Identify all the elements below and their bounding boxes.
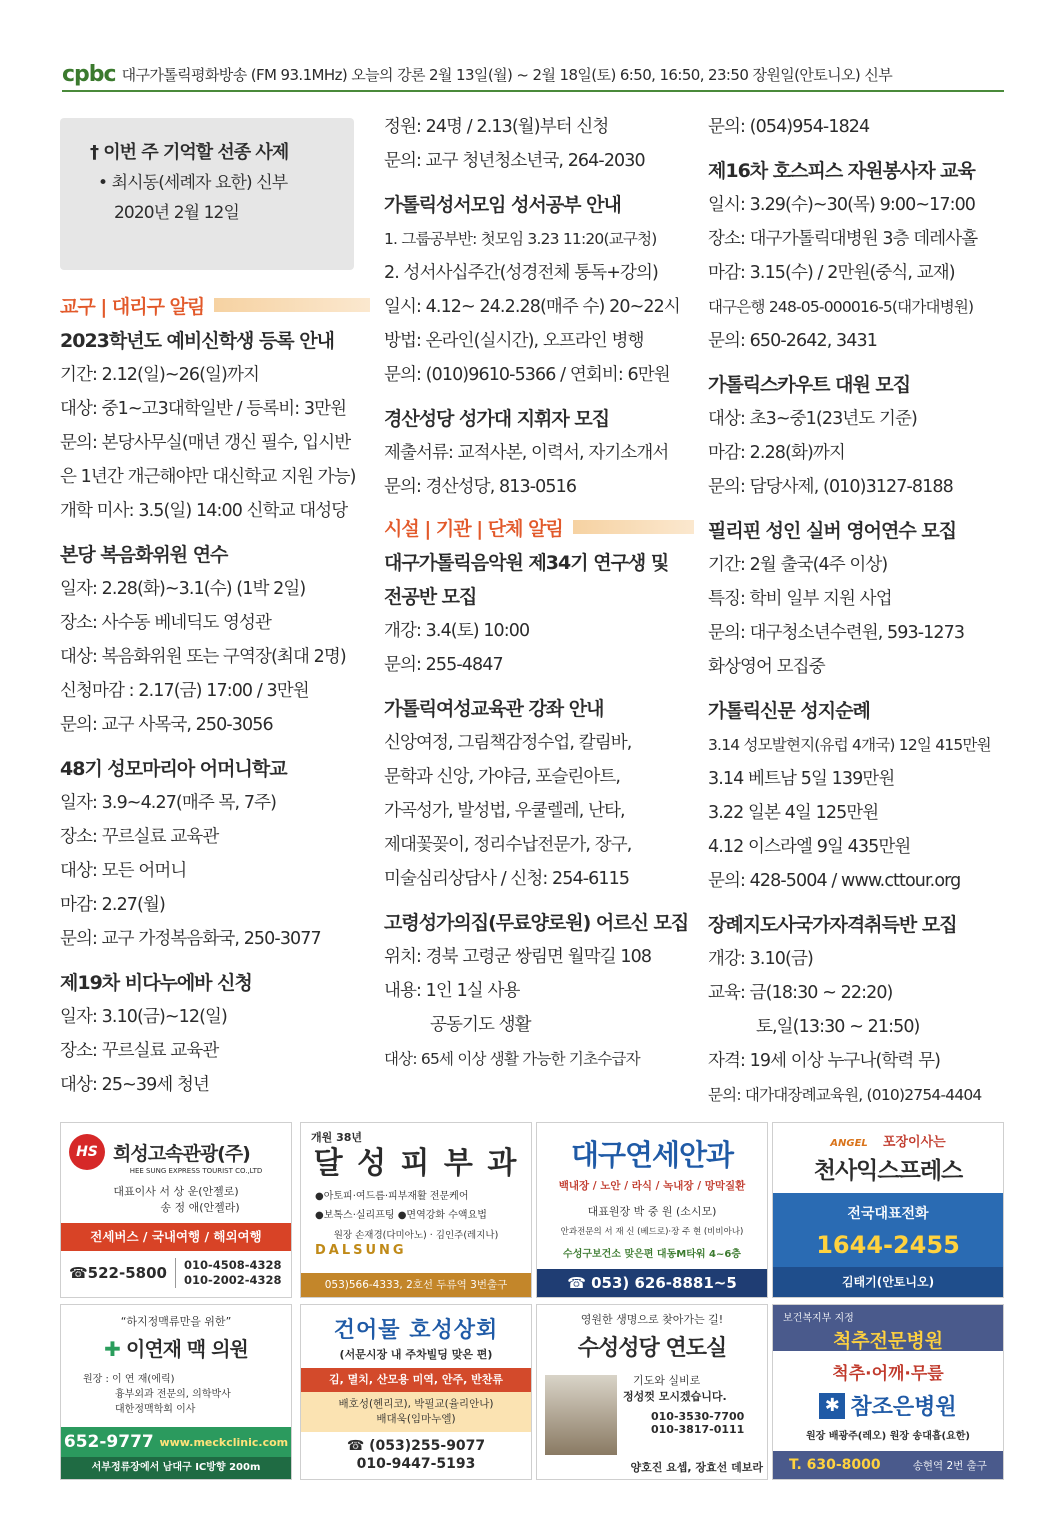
notice-line: 일자: 3.9~4.27(매주 목, 7주) — [60, 793, 277, 813]
ad-mobile: 010-3817-0111 — [651, 1423, 745, 1436]
broadcast-info: 대구가톨릭평화방송 (FM 93.1MHz) 오늘의 강론 2월 13일(월) ~ 2월 18일(토) 6:50, 16:50, 23:50 장원일(안토니오) 신부 — [121, 65, 893, 84]
notice-line: 대상: 초3~중1(23년도 기준) — [708, 409, 917, 429]
notice-line: 내용: 1인 1실 사용 — [384, 981, 520, 1001]
memorial-title: † 이번 주 기억할 선종 사제 — [90, 142, 289, 163]
ad-company-name: 희성고속관광(주) — [113, 1142, 250, 1165]
ad-hoseong-store — [300, 1304, 532, 1480]
notice-title: 가톨릭신문 성지순례 — [708, 700, 870, 722]
notice-title: 제19차 비다누에바 신청 — [60, 972, 252, 994]
notice-line: 문의: (054)954-1824 — [708, 117, 870, 137]
notice-line: 문의: 경산성당, 813-0516 — [384, 477, 577, 497]
notice-line: 방법: 온라인(실시간), 오프라인 병행 — [384, 331, 644, 351]
notice-line: 일시: 4.12~ 24.2.28(매주 수) 20~22시 — [384, 297, 680, 317]
ad-brand: DALSUNG — [315, 1243, 407, 1258]
ad-line: 대표원장 박 중 원 (소시모) — [587, 1205, 717, 1218]
notice-line: 문의: 교구 가정복음화국, 250-3077 — [60, 929, 321, 949]
notice-title: 대구가톨릭음악원 제34기 연구생 및 — [384, 552, 669, 574]
notice-title: 장례지도사국가자격취득반 모집 — [708, 914, 957, 936]
column-1 — [60, 110, 370, 1102]
notice-line: 문의: 428-5004 / www.cttour.org — [708, 871, 961, 891]
ad-band-label: 전국대표전화 — [847, 1206, 929, 1222]
notice-line: 마감: 3.15(수) / 2만원(중식, 교재) — [708, 263, 955, 283]
column-2 — [384, 110, 694, 1076]
ad-clinic-name: 대구연세안과 — [570, 1138, 734, 1172]
ad-phone: ☎ (053)255-9077 — [346, 1438, 486, 1454]
memorial-date: 2020년 2월 12일 — [114, 203, 239, 223]
notice-line: 일자: 2.28(화)~3.1(수) (1박 2일) — [60, 579, 306, 599]
notice-line: 문의: (010)9610-5366 / 연회비: 6만원 — [384, 365, 670, 385]
notice-line: 문의: 교구 청년청소년국, 264-2030 — [384, 151, 645, 171]
notice-line: 가곡성가, 발성법, 우쿨렐레, 난타, — [384, 801, 625, 821]
ad-line: ●보톡스·실리프팅 ●면역강화 수액요법 — [315, 1210, 487, 1221]
notice-line: 2. 성서사십주간(성경전체 통독+강의) — [384, 263, 658, 283]
notice-line: 장소: 대구가톨릭대병원 3층 데레사홀 — [708, 229, 978, 249]
ad-rep: 송 정 애(안젤라) — [160, 1201, 240, 1214]
notice-line: 토,일(13:30 ~ 21:50) — [756, 1017, 920, 1037]
section-label: 교구 | 대리구 알림 — [60, 295, 205, 318]
ad-location: 송현역 2번 출구 — [912, 1459, 987, 1472]
ad-store-name: 건어물 호성상회 — [333, 1318, 499, 1343]
section-header-diocese — [60, 290, 370, 320]
notice-line: 장소: 꾸르실료 교육관 — [60, 1041, 219, 1061]
notice-title: 48기 성모마리아 어머니학교 — [60, 758, 287, 780]
ad-rep: 대표이사 서 상 운(안젤로) — [113, 1185, 239, 1198]
ad-band: 김, 멸치, 산모용 미역, 안주, 반찬류 — [301, 1368, 531, 1392]
ad-line: 원장 : 이 연 재(에릭) — [83, 1374, 175, 1385]
notice-line: 마감: 2.28(화)까지 — [708, 443, 845, 463]
ad-line: 안과전문의 서 재 신 (베드로)·장 주 현 (비비아나) — [560, 1227, 744, 1237]
notice-title: 가톨릭스카우트 대원 모집 — [708, 374, 911, 396]
notice-line: 개강: 3.10(금) — [708, 949, 813, 969]
ad-line: 원장 손재경(다미아노) · 김인주(레지나) — [333, 1230, 499, 1241]
angel-logo-icon: ANGEL — [830, 1138, 868, 1149]
notice-line: 장소: 사수동 베네딕도 영성관 — [60, 613, 272, 633]
ad-mobile: 010-9447-5193 — [356, 1456, 476, 1472]
ad-top-label: 보건복지부 지정 — [783, 1313, 854, 1324]
ad-line: 기도와 실비로 — [633, 1374, 701, 1387]
ad-location: 서부정류장에서 남대구 IC방향 200m — [61, 1457, 291, 1479]
ad-line: 배호성(헨리코), 박필교(율리안나) — [338, 1398, 494, 1410]
notice-title: 경산성당 성가대 지휘자 모집 — [384, 408, 610, 430]
notice-title: 제16차 호스피스 자원봉사자 교육 — [708, 160, 975, 182]
notice-line: 3.14 성모발현지(유럽 4개국) 12일 415만원 — [708, 736, 991, 754]
section-bar — [573, 520, 694, 534]
notice-line: 기간: 2.12(일)~26(일)까지 — [60, 365, 259, 385]
ad-suseong-yeondosil — [536, 1304, 768, 1480]
notice-line: 은 1년간 개근해야만 대신학교 지원 가능) — [60, 467, 356, 487]
notice-line: 문의: 담당사제, (010)3127-8188 — [708, 477, 953, 497]
notice-line: 문학과 신앙, 가야금, 포슬린아트, — [384, 767, 621, 787]
ad-meck-clinic — [60, 1304, 292, 1480]
notice-line: 신청마감 : 2.17(금) 17:00 / 3만원 — [60, 681, 309, 701]
notice-line: 대상: 25~39세 청년 — [60, 1075, 210, 1095]
notice-line: 화상영어 모집중 — [708, 657, 825, 677]
ad-phone: ☎ 053) 626-8881~5 — [537, 1269, 767, 1297]
ad-hospital-type: 척추전문병원 — [832, 1330, 944, 1352]
ad-phone: T. 630-8000 — [789, 1457, 881, 1473]
ad-phone: 1644-2455 — [816, 1231, 960, 1259]
notice-line: 제출서류: 교적사본, 이력서, 자기소개서 — [384, 443, 669, 463]
notice-line: 1. 그룹공부반: 첫모임 3.23 11:20(교구청) — [384, 230, 657, 248]
ad-dalsung-derm — [300, 1122, 532, 1298]
notice-title-cont: 전공반 모집 — [384, 586, 477, 608]
section-bar — [214, 298, 370, 312]
ad-website: www.meckclinic.com — [159, 1435, 289, 1449]
ad-place-name: 수성성당 연도실 — [577, 1336, 727, 1361]
ad-services: 척추·어깨·무릎 — [832, 1364, 944, 1384]
cpbc-logo: cpbc — [62, 61, 116, 87]
column-3 — [708, 110, 1018, 1112]
notice-line: 신앙여정, 그림책감정수업, 칼림바, — [384, 733, 632, 753]
notice-line: 장소: 꾸르실료 교육관 — [60, 827, 219, 847]
section-label: 시설 | 기관 | 단체 알림 — [384, 517, 563, 540]
notice-title: 가톨릭여성교육관 강좌 안내 — [384, 698, 604, 720]
notice-line: 기간: 2월 출국(4주 이상) — [708, 555, 888, 575]
ad-top-label: “하지정맥류만을 위한” — [120, 1315, 232, 1328]
ad-heesung-tour — [60, 1122, 292, 1298]
notice-line: 대상: 중1~고3대학일반 / 등록비: 3만원 — [60, 399, 347, 419]
notice-line: 마감: 2.27(월) — [60, 895, 165, 915]
notice-line: 위치: 경북 고령군 쌍림면 월막길 108 — [384, 947, 652, 967]
notice-title: 2023학년도 예비신학생 등록 안내 — [60, 330, 334, 352]
notice-line: 대구은행 248-05-000016-5(대가대병원) — [708, 298, 974, 316]
memorial-box — [60, 118, 354, 270]
notice-title: 가톨릭성서모임 성서공부 안내 — [384, 194, 621, 216]
ad-phone: 652-9777 — [63, 1432, 154, 1452]
ad-line: 원장 배광주(레오) 원장 송대흡(요한) — [806, 1431, 970, 1442]
ad-line: 배대욱(임마누엘) — [376, 1413, 456, 1425]
notice-line: 문의: 본당사무실(매년 갱신 필수, 입시반 — [60, 433, 351, 453]
hospital-logo-icon: ✱ — [819, 1393, 845, 1419]
notice-line: 대상: 65세 이상 생활 가능한 기초수급자 — [384, 1050, 640, 1068]
ad-line: ●아토피·여드름·피부재활 전문케어 — [315, 1191, 469, 1202]
ad-yonsei-eye — [536, 1122, 768, 1298]
hs-logo-icon: HS — [69, 1134, 105, 1170]
notice-line: 제대꽃꽂이, 정리수납전문가, 장구, — [384, 835, 632, 855]
notice-line: 문의: 대구청소년수련원, 593-1273 — [708, 623, 965, 643]
section-header-facility — [384, 512, 694, 542]
notice-line: 정원: 24명 / 2.13(월)부터 신청 — [384, 117, 609, 137]
notice-line: 자격: 19세 이상 누구나(학력 무) — [708, 1051, 941, 1071]
ad-clinic-name: 달 성 피 부 과 — [313, 1146, 519, 1181]
memorial-priest: • 최시동(세례자 요한) 신부 — [98, 173, 288, 193]
ad-phone: ☎522-5800 — [69, 1264, 167, 1282]
notice-line: 대상: 모든 어머니 — [60, 861, 187, 881]
notice-line: 공동기도 생활 — [430, 1015, 531, 1035]
statue-image — [545, 1375, 617, 1455]
ad-mobile: 010-3530-7700 — [651, 1410, 745, 1423]
ad-line: 정성껏 모시겠습니다. — [623, 1390, 727, 1403]
ad-contact-person: 양호진 요셉, 장효선 데보라 — [630, 1461, 763, 1474]
ad-services: 백내장 / 노안 / 라식 / 녹내장 / 망막질환 — [558, 1180, 746, 1192]
ad-top-label: 개원 38년 — [311, 1131, 363, 1144]
notice-line: 개학 미사: 3.5(일) 14:00 신학교 대성당 — [60, 501, 348, 521]
notice-line: 대상: 복음화위원 또는 구역장(최대 2명) — [60, 647, 346, 667]
ad-top-label: 영원한 생명으로 찾아가는 길! — [580, 1313, 724, 1326]
ad-company-name: 천사익스프레스 — [813, 1158, 963, 1184]
notice-line: 3.14 베트남 5일 139만원 — [708, 769, 895, 789]
cross-icon: ✚ — [104, 1337, 121, 1361]
notice-line: 미술심리상담사 / 신청: 254-6115 — [384, 869, 630, 889]
notice-title: 필리핀 성인 실버 영어연수 모집 — [708, 520, 957, 542]
notice-line: 특징: 학비 일부 지원 사업 — [708, 589, 892, 609]
ad-bottom-bar: 053)566-4333, 2호선 두류역 3번출구 — [301, 1273, 531, 1297]
ad-line: 흉부외과 전문의, 의학박사 — [115, 1389, 231, 1400]
notice-line: 일자: 3.10(금)~12(일) — [60, 1007, 227, 1027]
notice-title: 본당 복음화위원 연수 — [60, 544, 228, 566]
ad-angel-express — [772, 1122, 1004, 1298]
ad-clinic-name: 이연재 맥 의원 — [126, 1337, 248, 1361]
notice-line: 4.12 이스라엘 9일 435만원 — [708, 837, 911, 857]
notice-line: 3.22 일본 4일 125만원 — [708, 803, 879, 823]
notice-title: 고령성가의집(무료양로원) 어르신 모집 — [384, 912, 689, 934]
notice-line: 개강: 3.4(토) 10:00 — [384, 621, 530, 641]
ad-band: 전세버스 / 국내여행 / 해외여행 — [61, 1223, 291, 1251]
ad-line: 수성구보건소 맞은편 대동M타워 4~6층 — [563, 1249, 741, 1260]
ad-top-label: 포장이사는 — [882, 1135, 946, 1150]
ad-mobile: 010-2002-4328 — [183, 1273, 282, 1287]
notice-line: 문의: 650-2642, 3431 — [708, 331, 877, 351]
notice-line: 문의: 교구 사목국, 250-3056 — [60, 715, 273, 735]
ad-chamjoeun-hospital — [772, 1304, 1004, 1480]
notice-line: 문의: 대가대장례교육원, (010)2754-4404 — [708, 1086, 982, 1104]
ad-contact-person: 김태기(안토니오) — [773, 1267, 1003, 1297]
notice-line: 교육: 금(18:30 ~ 22:20) — [708, 983, 893, 1003]
notice-line: 문의: 255-4847 — [384, 655, 503, 675]
ad-store-location: (서문시장 내 주차빌딩 맞은 편) — [339, 1348, 493, 1361]
ad-hospital-name: 참조은병원 — [850, 1395, 957, 1420]
notice-line: 일시: 3.29(수)~30(목) 9:00~17:00 — [708, 195, 976, 215]
ad-mobile: 010-4508-4328 — [183, 1258, 282, 1272]
ad-line: 대한정맥학회 이사 — [115, 1404, 196, 1415]
broadcast-header — [62, 58, 1004, 92]
ad-eng-name: HEE SUNG EXPRESS TOURIST CO.,LTD — [129, 1167, 263, 1175]
